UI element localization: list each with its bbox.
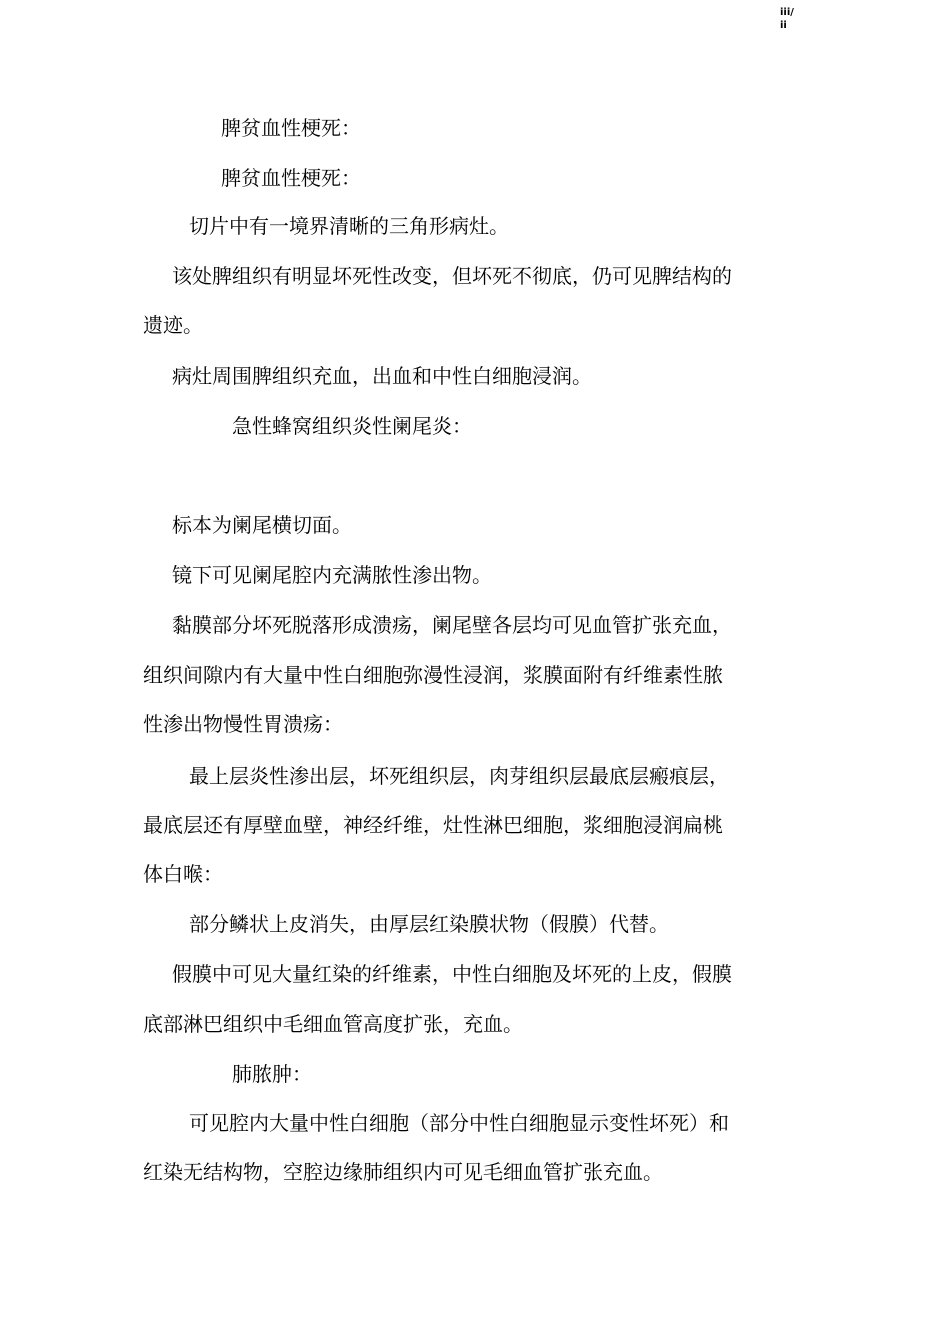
paragraph-line: 体白喉： — [143, 862, 223, 886]
paragraph-line: 该处脾组织有明显坏死性改变，但坏死不彻底，仍可见脾结构的 — [172, 264, 732, 288]
paragraph-line: 最底层还有厚壁血壁，神经纤维，灶性淋巴细胞，浆细胞浸润扁桃 — [143, 813, 723, 837]
paragraph-line: 最上层炎性渗出层，坏死组织层，肉芽组织层最底层瘢痕层， — [189, 764, 729, 788]
paragraph-line: 假膜中可见大量红染的纤维素，中性白细胞及坏死的上皮，假膜 — [172, 962, 732, 986]
paragraph-line: 底部淋巴组织中毛细血管高度扩张，充血。 — [143, 1012, 523, 1036]
page-number-line-2: ii — [780, 20, 787, 31]
page-number — [780, 6, 810, 32]
paragraph-line: 镜下可见阑尾腔内充满脓性渗出物。 — [172, 563, 492, 587]
paragraph-line: 组织间隙内有大量中性白细胞弥漫性浸润，浆膜面附有纤维素性脓 — [143, 663, 723, 687]
paragraph-line: 遗迹。 — [143, 313, 203, 337]
heading-appendicitis: 急性蜂窝组织炎性阑尾炎： — [232, 414, 472, 438]
paragraph-line: 病灶周围脾组织充血，出血和中性白细胞浸润。 — [172, 364, 592, 388]
paragraph-line: 部分鳞状上皮消失，由厚层红染膜状物（假膜）代替。 — [189, 912, 669, 936]
heading-lung-abscess: 肺脓肿： — [232, 1062, 312, 1086]
heading-spleen-infarct-repeat: 脾贫血性梗死： — [221, 166, 361, 190]
paragraph-line: 标本为阑尾横切面。 — [172, 513, 352, 537]
paragraph-line: 可见腔内大量中性白细胞（部分中性白细胞显示变性坏死）和 — [189, 1111, 729, 1135]
paragraph-line: 黏膜部分坏死脱落形成溃疡，阑尾壁各层均可见血管扩张充血， — [172, 613, 732, 637]
page-number-line-1: iii/ — [780, 7, 794, 18]
heading-spleen-infarct: 脾贫血性梗死： — [221, 116, 361, 140]
paragraph-line: 性渗出物慢性胃溃疡： — [143, 712, 343, 736]
paragraph-line: 切片中有一境界清晰的三角形病灶。 — [189, 214, 509, 238]
paragraph-line: 红染无结构物，空腔边缘肺组织内可见毛细血管扩张充血。 — [143, 1160, 663, 1184]
